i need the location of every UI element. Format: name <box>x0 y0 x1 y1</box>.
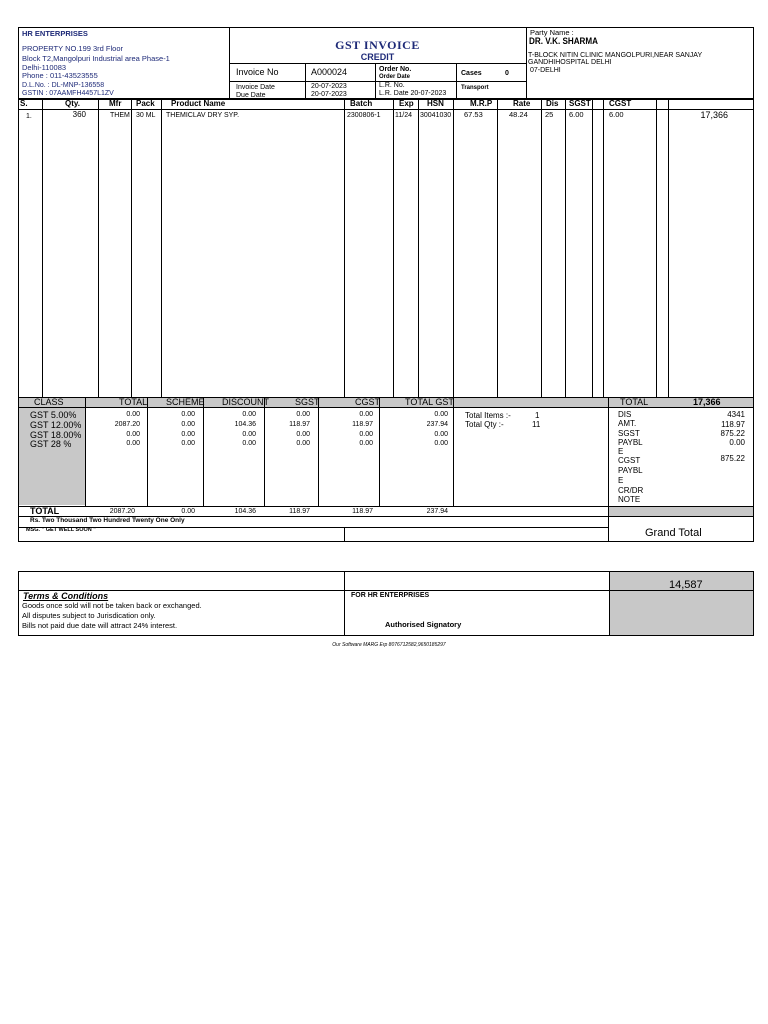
cases-value: 0 <box>505 70 509 77</box>
sum-sgst: 0.00 <box>296 440 310 447</box>
sum-header-cgst: CGST <box>355 397 381 407</box>
sum-class: GST 5.00% <box>30 410 77 420</box>
company-address-3: Delhi-110083 <box>22 63 67 72</box>
total-items-label: Total Items :- <box>465 411 511 420</box>
cgst-payable-label-2: PAYBL <box>618 466 643 475</box>
header-divider-right <box>526 27 527 99</box>
col-header-cgst: CGST <box>609 99 632 108</box>
col-line-qty <box>98 99 99 399</box>
item-mfr: THEM <box>110 112 130 119</box>
sum-total-sgst: 118.97 <box>289 508 310 515</box>
software-credit: Our Software MARG Erp 8076712582,9650185297 <box>332 642 446 648</box>
col-line-sgst <box>592 99 593 399</box>
col-header-qty: Qty. <box>65 99 80 108</box>
item-hsn: 30041030 <box>420 112 452 119</box>
totals-total-value: 17,366 <box>693 397 721 407</box>
sgst-payable-label-2: PAYBL <box>618 438 643 447</box>
totals-bottom-bg <box>609 507 753 516</box>
sum-discount: 0.00 <box>242 440 256 447</box>
col-line-rate <box>541 99 542 399</box>
sum-cgst: 0.00 <box>359 440 373 447</box>
sum-col-msg <box>344 527 345 542</box>
company-address-2: Block T2,Mangolpuri Industrial area Phase-1 <box>22 54 170 63</box>
sum-sgst: 0.00 <box>296 411 310 418</box>
col-line-mrp <box>497 99 498 399</box>
dis-label-1: DIS <box>618 410 632 419</box>
party-address-2: GANDHIHOSPITAL DELHI <box>528 59 612 66</box>
total-qty-value: 11 <box>532 420 541 429</box>
sum-cgst: 118.97 <box>352 421 373 428</box>
inv-col-3 <box>456 63 457 99</box>
summary-words-line-2 <box>18 527 608 528</box>
sum-total-cgst: 118.97 <box>352 508 373 515</box>
sum-total: 0.00 <box>126 431 140 438</box>
company-phone: Phone : 011-43523555 <box>22 71 98 80</box>
term-3: Bills not paid due date will attract 24% interest. <box>22 621 178 630</box>
sum-total-totalgst: 237.94 <box>426 508 448 515</box>
amount-in-words: Rs. Two Thousand Two Hundred Twenty One Only <box>30 517 185 524</box>
sum-class: GST 28 % <box>30 439 72 449</box>
col-line-sno <box>42 99 43 399</box>
sum-col-right <box>608 397 609 542</box>
item-qty: 360 <box>72 110 86 119</box>
company-gstin: GSTIN : 07AAMFH4457L1ZV <box>22 90 114 97</box>
due-date-value: 20-07-2023 <box>311 91 347 98</box>
item-cgst: 6.00 <box>609 110 624 119</box>
cgst-payable-value: 875.22 <box>720 454 745 463</box>
grand-total-label: Grand Total <box>645 527 702 539</box>
company-address-1: PROPERTY NO.199 3rd Floor <box>22 44 124 53</box>
total-qty-label: Total Qty :- <box>465 420 504 429</box>
lr-no-label: L.R. No. <box>379 82 405 89</box>
invoice-title: GST INVOICE <box>335 38 420 52</box>
sum-totalgst: 0.00 <box>434 411 448 418</box>
total-items-value: 1 <box>535 411 540 420</box>
col-header-sgst: SGST <box>569 99 591 108</box>
sum-totalgst: 0.00 <box>434 440 448 447</box>
item-sno: 1. <box>26 113 32 120</box>
sum-sgst: 118.97 <box>289 421 310 428</box>
sum-col-cgst <box>379 397 380 506</box>
sum-discount: 0.00 <box>242 411 256 418</box>
sum-scheme: 0.00 <box>181 421 195 428</box>
col-header-pack: Pack <box>136 99 155 108</box>
sum-class: GST 18.00% <box>30 430 82 440</box>
sum-total: 0.00 <box>126 411 140 418</box>
col-header-mfr: Mfr <box>109 99 122 108</box>
col-header-sno: S. <box>20 99 28 108</box>
company-name: HR ENTERPRISES <box>22 29 88 38</box>
invoice-subtitle: CREDIT <box>360 52 395 62</box>
term-1: Goods once sold will not be taken back or exchanged. <box>22 601 202 610</box>
footer-col-1 <box>344 571 345 636</box>
invoice-row-divider <box>229 81 526 82</box>
sum-header-total: TOTAL <box>119 397 148 407</box>
items-header-line <box>18 109 754 110</box>
sum-total: 2087.20 <box>114 421 140 428</box>
summary-total-line <box>18 506 754 507</box>
sum-sgst: 0.00 <box>296 431 310 438</box>
authorised-signatory: Authorised Signatory <box>385 620 462 629</box>
sum-header-sgst: SGST <box>295 397 320 407</box>
sum-class: GST 12.00% <box>30 420 82 430</box>
terms-title: Terms & Conditions <box>23 591 109 601</box>
col-line-exp <box>418 99 419 399</box>
col-line-mfr <box>131 99 132 399</box>
item-amount: 17,366 <box>700 110 728 120</box>
sum-total-total: 2087.20 <box>109 508 135 515</box>
col-line-dis <box>565 99 566 399</box>
sum-col-discount <box>264 397 265 506</box>
sum-col-scheme <box>203 397 204 506</box>
transport-label: Transport <box>461 85 489 91</box>
sgst-payable-value-2: 0.00 <box>729 438 745 447</box>
sum-scheme: 0.00 <box>181 431 195 438</box>
order-date-label: Order Date <box>379 74 411 80</box>
col-line-cgst <box>656 99 657 399</box>
sgst-payable-value: 875.22 <box>720 429 745 438</box>
sum-header-discount: DISCOUNT <box>222 397 269 407</box>
sum-header-class: CLASS <box>34 397 64 407</box>
sum-cgst: 0.00 <box>359 431 373 438</box>
order-no-label: Order No. <box>379 66 412 73</box>
items-table <box>18 99 754 399</box>
sgst-payable-label-1: SGST <box>618 429 640 438</box>
sum-total-discount: 104.36 <box>234 508 256 515</box>
item-product: THEMICLAV DRY SYP. <box>166 112 240 119</box>
col-line-hsn <box>453 99 454 399</box>
sum-discount: 0.00 <box>242 431 256 438</box>
totals-total-label: TOTAL <box>620 397 649 407</box>
crdr-note-label-2: NOTE <box>618 495 641 504</box>
lr-date-label: L.R. Date 20-07-2023 <box>379 90 447 97</box>
sum-scheme: 0.00 <box>181 411 195 418</box>
term-2: All disputes subject to Jurisdication only. <box>22 611 156 620</box>
title-divider <box>229 63 526 64</box>
dis-amount-value-2: 118.97 <box>721 420 745 429</box>
sum-total-scheme: 0.00 <box>181 508 195 515</box>
col-header-batch: Batch <box>350 99 373 108</box>
sum-scheme: 0.00 <box>181 440 195 447</box>
col-header-mrp: M.R.P <box>470 99 493 108</box>
inv-col-2 <box>375 63 376 99</box>
sum-total: 0.00 <box>126 440 140 447</box>
col-header-dis: Dis <box>546 99 559 108</box>
sum-header-scheme: SCHEME <box>166 397 205 407</box>
summary-header-line <box>18 407 754 408</box>
dis-label-2: AMT. <box>618 419 637 428</box>
item-mrp: 67.53 <box>464 110 483 119</box>
dis-amount-value: 4341 <box>727 410 745 419</box>
inv-col-1 <box>305 63 306 99</box>
col-header-rate: Rate <box>513 99 531 108</box>
due-date-label: Due Date <box>236 92 266 99</box>
col-line-batch <box>393 99 394 399</box>
col-header-product: Product Name <box>171 99 226 108</box>
sum-discount: 104.36 <box>234 421 256 428</box>
sgst-payable-label-3: E <box>618 447 624 456</box>
item-dis: 25 <box>545 110 554 119</box>
col-line-sgst2 <box>603 99 604 399</box>
sum-totalgst: 237.94 <box>426 421 448 428</box>
crdr-note-label-1: CR/DR <box>618 486 644 495</box>
for-company-label: FOR HR ENTERPRISES <box>351 592 430 599</box>
item-batch: 2300806-1 <box>347 112 381 119</box>
col-line-product <box>344 99 345 399</box>
invoice-no-value: A000024 <box>311 67 348 77</box>
col-line-cgst2 <box>668 99 669 399</box>
item-rate: 48.24 <box>509 110 528 119</box>
sum-col-total <box>147 397 148 506</box>
party-address-1: T-BLOCK NITIN CLINIC MANGOLPURI,NEAR SANJAY <box>528 52 703 59</box>
invoice-date-label: Invoice Date <box>236 84 275 91</box>
sum-col-class <box>85 397 86 506</box>
sum-col-sgst <box>318 397 319 506</box>
cgst-payable-label-1: CGST <box>618 456 641 465</box>
party-name: DR. V.K. SHARMA <box>529 36 599 46</box>
item-exp: 11/24 <box>395 112 412 119</box>
col-line-pack <box>161 99 162 399</box>
party-label: Party Name : <box>530 28 574 37</box>
col-header-hsn: HSN <box>427 99 444 108</box>
sum-col-totalgst <box>453 397 454 506</box>
sum-total-label: TOTAL <box>30 506 60 516</box>
invoice-no-label: Invoice No <box>236 67 279 77</box>
sum-cgst: 0.00 <box>359 411 373 418</box>
item-pack: 30 ML <box>136 112 156 119</box>
party-address-3: 07-DELHI <box>530 67 561 74</box>
cases-label: Cases <box>461 70 482 77</box>
grand-total-value: 14,587 <box>669 579 703 591</box>
company-dl-number: D.L.No. : DL-MNP-136558 <box>22 82 105 89</box>
invoice-date-value: 20-07-2023 <box>311 83 347 90</box>
cgst-payable-label-3: E <box>618 476 624 485</box>
sum-totalgst: 0.00 <box>434 431 448 438</box>
message: MSG. " GET WELL SOON " <box>26 527 96 533</box>
sum-header-totalgst: TOTAL GST <box>405 397 454 407</box>
col-header-exp: Exp <box>399 99 414 108</box>
item-sgst: 6.00 <box>569 110 584 119</box>
